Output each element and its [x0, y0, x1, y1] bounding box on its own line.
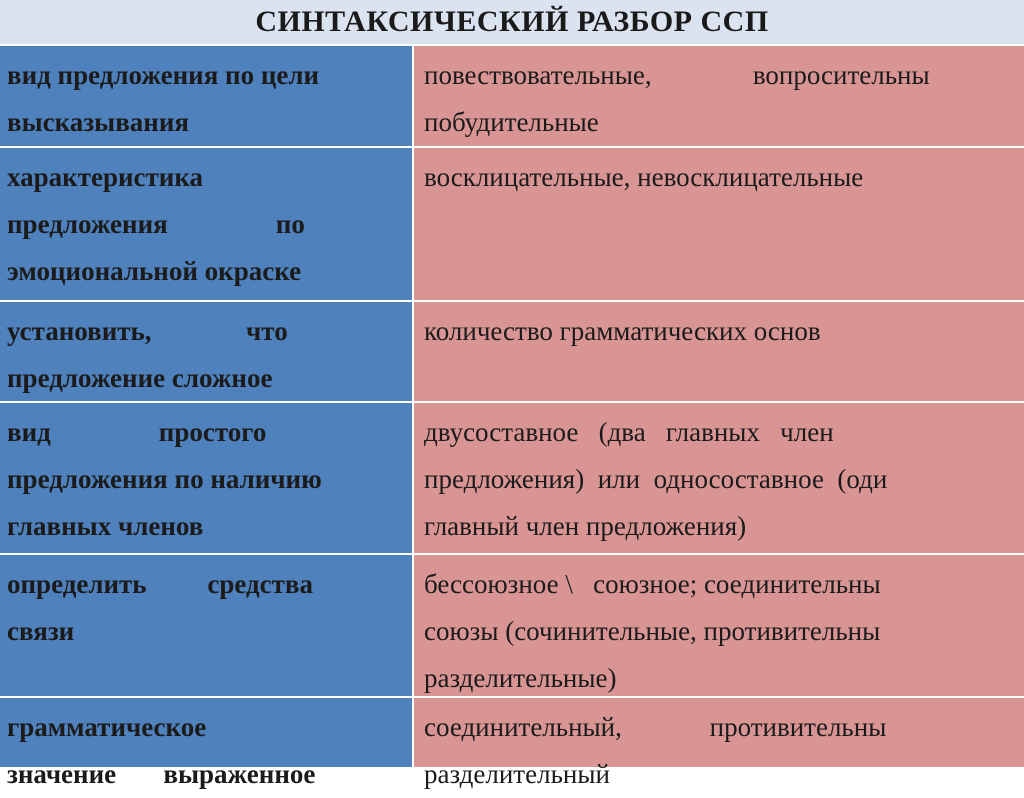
- row-value-line: предложения) или односоставное (оди: [424, 464, 888, 494]
- row-label-line: связи: [7, 616, 75, 646]
- row-value: [414, 46, 1024, 146]
- table-row: [0, 146, 1024, 300]
- row-label-line: вид простого: [7, 417, 267, 447]
- row-label-line: предложения по наличию: [7, 464, 322, 494]
- table-header: [0, 0, 1024, 46]
- row-value-line: количество грамматических основ: [424, 316, 821, 346]
- row-value-line: побудительные: [424, 107, 599, 137]
- row-label-line: эмоциональной окраске: [7, 256, 302, 286]
- row-value-line: восклицательные, невосклицательные: [424, 162, 864, 192]
- table-row: [0, 300, 1024, 401]
- table-row: [0, 44, 1024, 146]
- row-value-line: главный член предложения): [424, 511, 747, 541]
- row-label-line: главных членов: [7, 511, 204, 541]
- row-label-line: высказывания: [7, 107, 190, 137]
- row-label: [0, 698, 414, 789]
- table-row: [0, 696, 1024, 789]
- row-label-line: установить, что: [7, 316, 288, 346]
- row-value: [414, 403, 1024, 553]
- row-value-line: бессоюзное \ союзное; соединительны: [424, 569, 881, 599]
- row-value: [414, 698, 1024, 789]
- row-label: [0, 403, 414, 553]
- table-row: [0, 553, 1024, 696]
- row-value-line: союзы (сочинительные, противительны: [424, 616, 881, 646]
- row-value: [414, 302, 1024, 401]
- row-label: [0, 555, 414, 696]
- row-label: [0, 302, 414, 401]
- row-label: [0, 148, 414, 300]
- table-title: СИНТАКСИЧЕСКИЙ РАЗБОР ССП: [255, 5, 769, 38]
- row-label-line: вид предложения по цели: [7, 60, 320, 90]
- row-value: [414, 555, 1024, 696]
- row-value-line: соединительный, противительны: [424, 712, 887, 742]
- row-value-line: разделительный: [424, 759, 610, 789]
- row-label: [0, 46, 414, 146]
- row-label-line: характеристика: [7, 162, 203, 192]
- table-row: [0, 401, 1024, 553]
- row-label-line: определить средства: [7, 569, 313, 599]
- row-label-line: грамматическое: [7, 712, 207, 742]
- row-label-line: предложения по: [7, 209, 305, 239]
- row-label-line: предложение сложное: [7, 363, 273, 393]
- row-value-line: повествовательные, вопросительны: [424, 60, 930, 90]
- row-value: [414, 148, 1024, 300]
- row-value-line: двусоставное (два главных член: [424, 417, 834, 447]
- row-value-line: разделительные): [424, 663, 617, 693]
- row-label-line: значение выраженное: [7, 759, 316, 789]
